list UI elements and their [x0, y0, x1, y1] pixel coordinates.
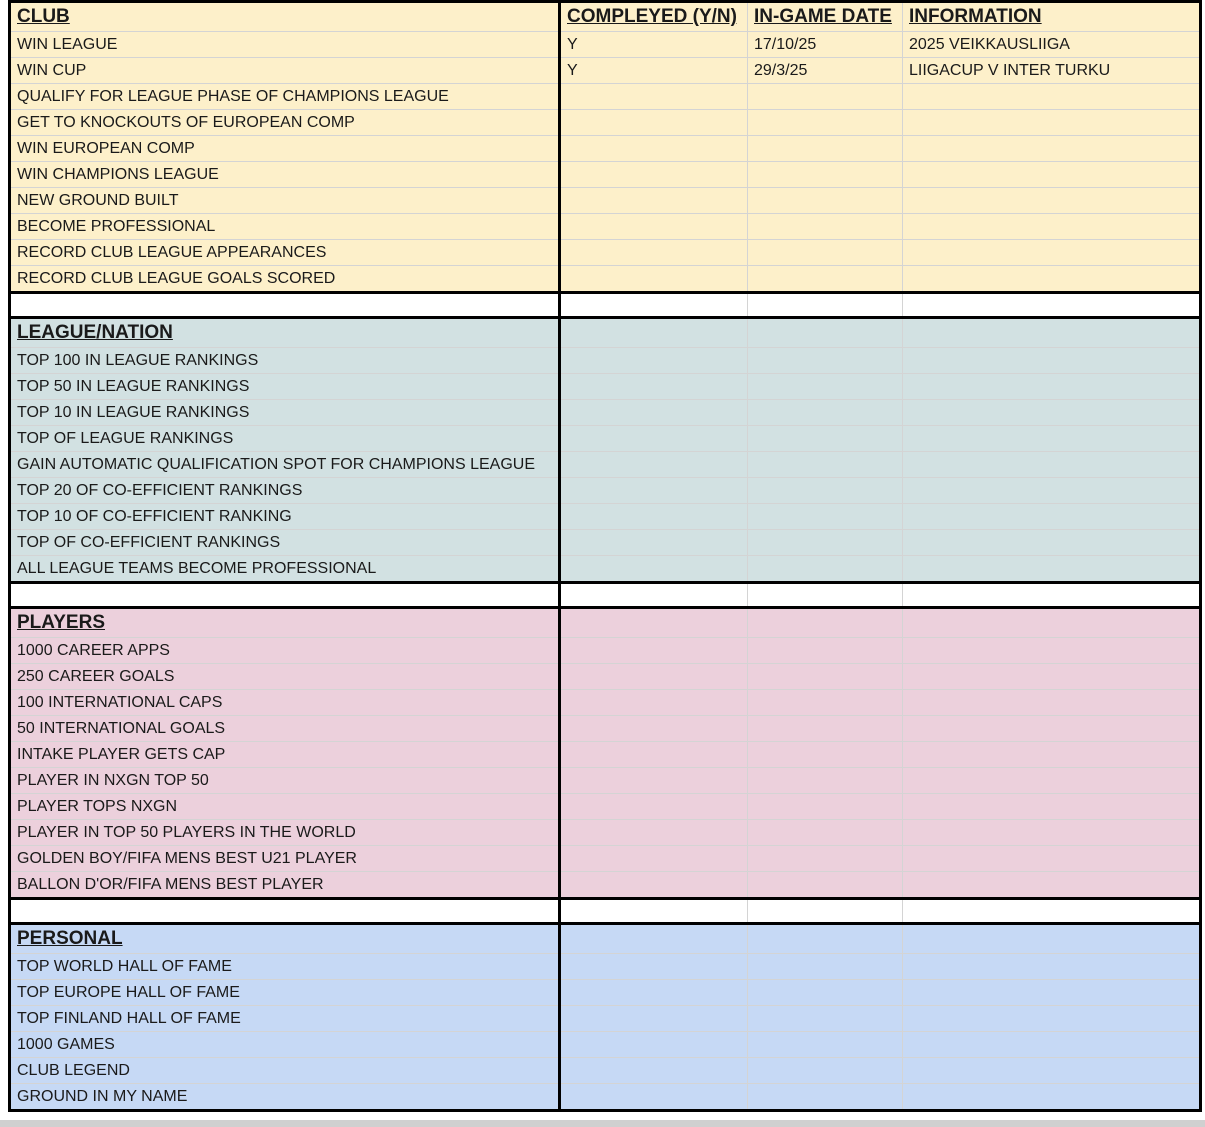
column-header-text: INFORMATION — [909, 6, 1042, 27]
empty-cell[interactable] — [748, 924, 903, 954]
goal-cell[interactable]: WIN LEAGUE — [10, 32, 560, 58]
completed-cell[interactable] — [560, 426, 748, 452]
info-cell[interactable]: LIIGACUP V INTER TURKU — [903, 58, 1201, 84]
date-cell[interactable] — [748, 426, 903, 452]
empty-cell[interactable] — [748, 899, 903, 924]
empty-cell[interactable] — [903, 293, 1201, 318]
info-cell[interactable] — [903, 136, 1201, 162]
personal-section-title[interactable] — [10, 924, 560, 954]
empty-cell[interactable] — [903, 318, 1201, 348]
info-cell[interactable] — [903, 426, 1201, 452]
goal-cell[interactable]: BALLON D'OR/FIFA MENS BEST PLAYER — [10, 872, 560, 899]
info-cell[interactable] — [903, 504, 1201, 530]
goals-spreadsheet — [8, 0, 1202, 1112]
completed-cell[interactable] — [560, 768, 748, 794]
column-header-text: COMPLEYED (Y/N) — [567, 6, 737, 27]
table-row — [10, 794, 1201, 820]
league-section-title[interactable] — [10, 318, 560, 348]
empty-cell[interactable] — [560, 293, 748, 318]
column-header-date[interactable] — [748, 2, 903, 32]
goal-cell[interactable]: WIN EUROPEAN COMP — [10, 136, 560, 162]
table-row — [10, 504, 1201, 530]
info-cell[interactable] — [903, 664, 1201, 690]
completed-cell[interactable] — [560, 716, 748, 742]
horizontal-scrollbar[interactable] — [0, 1120, 1205, 1127]
date-cell[interactable] — [748, 1084, 903, 1111]
empty-cell[interactable] — [903, 899, 1201, 924]
table-row — [10, 664, 1201, 690]
table-row — [10, 32, 1201, 58]
info-cell[interactable] — [903, 530, 1201, 556]
completed-cell[interactable] — [560, 452, 748, 478]
section-title-text: LEAGUE/NATION — [17, 322, 173, 343]
goal-cell[interactable]: QUALIFY FOR LEAGUE PHASE OF CHAMPIONS LEAGUE — [10, 84, 560, 110]
date-cell[interactable] — [748, 1058, 903, 1084]
table-row — [10, 110, 1201, 136]
goal-cell[interactable]: PLAYER IN TOP 50 PLAYERS IN THE WORLD — [10, 820, 560, 846]
goal-cell[interactable]: WIN CHAMPIONS LEAGUE — [10, 162, 560, 188]
info-cell[interactable] — [903, 1058, 1201, 1084]
goal-cell[interactable]: TOP 50 IN LEAGUE RANKINGS — [10, 374, 560, 400]
info-cell[interactable] — [903, 742, 1201, 768]
completed-cell[interactable] — [560, 872, 748, 899]
players-section-title[interactable] — [10, 608, 560, 638]
empty-cell[interactable] — [748, 608, 903, 638]
info-cell[interactable] — [903, 1032, 1201, 1058]
empty-cell[interactable] — [748, 583, 903, 608]
table-row — [10, 556, 1201, 583]
personal-section-header — [10, 924, 1201, 954]
completed-cell[interactable] — [560, 1032, 748, 1058]
empty-cell[interactable] — [903, 583, 1201, 608]
section-title-text: CLUB — [17, 6, 70, 27]
table-row — [10, 768, 1201, 794]
goal-cell[interactable]: RECORD CLUB LEAGUE APPEARANCES — [10, 240, 560, 266]
goal-cell[interactable]: NEW GROUND BUILT — [10, 188, 560, 214]
date-cell[interactable] — [748, 872, 903, 899]
table-row — [10, 136, 1201, 162]
info-cell[interactable] — [903, 400, 1201, 426]
completed-cell[interactable] — [560, 1006, 748, 1032]
goal-cell[interactable]: 1000 CAREER APPS — [10, 638, 560, 664]
completed-cell[interactable] — [560, 690, 748, 716]
goal-cell[interactable]: TOP 20 OF CO-EFFICIENT RANKINGS — [10, 478, 560, 504]
completed-cell[interactable] — [560, 136, 748, 162]
goal-cell[interactable]: CLUB LEGEND — [10, 1058, 560, 1084]
date-cell[interactable]: 29/3/25 — [748, 58, 903, 84]
completed-cell[interactable] — [560, 1084, 748, 1111]
date-cell[interactable] — [748, 240, 903, 266]
completed-cell[interactable]: Y — [560, 58, 748, 84]
completed-cell[interactable] — [560, 400, 748, 426]
goal-cell[interactable]: 1000 GAMES — [10, 1032, 560, 1058]
date-cell[interactable] — [748, 1006, 903, 1032]
info-cell[interactable] — [903, 110, 1201, 136]
date-cell[interactable] — [748, 980, 903, 1006]
table-row — [10, 638, 1201, 664]
section-title-text: PLAYERS — [17, 612, 105, 633]
info-cell[interactable] — [903, 846, 1201, 872]
empty-cell[interactable] — [560, 583, 748, 608]
table-row — [10, 872, 1201, 899]
date-cell[interactable]: 17/10/25 — [748, 32, 903, 58]
table-row — [10, 980, 1201, 1006]
completed-cell[interactable] — [560, 530, 748, 556]
column-header-text: IN-GAME DATE — [754, 6, 892, 27]
table-row — [10, 1032, 1201, 1058]
goal-cell[interactable]: 100 INTERNATIONAL CAPS — [10, 690, 560, 716]
completed-cell[interactable] — [560, 504, 748, 530]
info-cell[interactable] — [903, 556, 1201, 583]
spacer-row — [10, 899, 1201, 924]
info-cell[interactable] — [903, 872, 1201, 899]
date-cell[interactable] — [748, 638, 903, 664]
info-cell[interactable] — [903, 690, 1201, 716]
empty-cell[interactable] — [560, 318, 748, 348]
completed-cell[interactable] — [560, 374, 748, 400]
table-row — [10, 820, 1201, 846]
completed-cell[interactable] — [560, 110, 748, 136]
info-cell[interactable] — [903, 348, 1201, 374]
section-title-text: PERSONAL — [17, 928, 123, 949]
completed-cell[interactable] — [560, 188, 748, 214]
date-cell[interactable] — [748, 400, 903, 426]
table-row — [10, 84, 1201, 110]
date-cell[interactable] — [748, 214, 903, 240]
date-cell[interactable] — [748, 846, 903, 872]
date-cell[interactable] — [748, 556, 903, 583]
date-cell[interactable] — [748, 820, 903, 846]
goal-cell[interactable]: 50 INTERNATIONAL GOALS — [10, 716, 560, 742]
date-cell[interactable] — [748, 162, 903, 188]
completed-cell[interactable] — [560, 846, 748, 872]
completed-cell[interactable] — [560, 162, 748, 188]
date-cell[interactable] — [748, 374, 903, 400]
empty-cell[interactable] — [748, 318, 903, 348]
completed-cell[interactable] — [560, 664, 748, 690]
empty-cell[interactable] — [903, 924, 1201, 954]
info-cell[interactable] — [903, 452, 1201, 478]
info-cell[interactable] — [903, 716, 1201, 742]
date-cell[interactable] — [748, 266, 903, 293]
empty-cell[interactable] — [748, 293, 903, 318]
table-row — [10, 426, 1201, 452]
date-cell[interactable] — [748, 348, 903, 374]
date-cell[interactable] — [748, 504, 903, 530]
goal-cell[interactable]: GET TO KNOCKOUTS OF EUROPEAN COMP — [10, 110, 560, 136]
completed-cell[interactable] — [560, 348, 748, 374]
club-section-header — [10, 2, 1201, 32]
completed-cell[interactable] — [560, 556, 748, 583]
info-cell[interactable] — [903, 954, 1201, 980]
league-section-header — [10, 318, 1201, 348]
info-cell[interactable] — [903, 1084, 1201, 1111]
date-cell[interactable] — [748, 794, 903, 820]
completed-cell[interactable] — [560, 742, 748, 768]
table-row — [10, 266, 1201, 293]
empty-cell[interactable] — [903, 608, 1201, 638]
column-header-info[interactable] — [903, 2, 1201, 32]
column-header-completed[interactable] — [560, 2, 748, 32]
info-cell[interactable] — [903, 768, 1201, 794]
table-row — [10, 478, 1201, 504]
date-cell[interactable] — [748, 84, 903, 110]
table-row — [10, 716, 1201, 742]
goal-cell[interactable]: TOP FINLAND HALL OF FAME — [10, 1006, 560, 1032]
goal-cell[interactable]: TOP 10 IN LEAGUE RANKINGS — [10, 400, 560, 426]
info-cell[interactable] — [903, 214, 1201, 240]
completed-cell[interactable] — [560, 84, 748, 110]
info-cell[interactable] — [903, 794, 1201, 820]
players-section-header — [10, 608, 1201, 638]
empty-cell[interactable] — [560, 608, 748, 638]
info-cell[interactable] — [903, 374, 1201, 400]
goal-cell[interactable]: BECOME PROFESSIONAL — [10, 214, 560, 240]
date-cell[interactable] — [748, 188, 903, 214]
completed-cell[interactable] — [560, 240, 748, 266]
completed-cell[interactable] — [560, 478, 748, 504]
info-cell[interactable] — [903, 478, 1201, 504]
date-cell[interactable] — [748, 452, 903, 478]
goal-cell[interactable]: GOLDEN BOY/FIFA MENS BEST U21 PLAYER — [10, 846, 560, 872]
table-row — [10, 690, 1201, 716]
spacer-row — [10, 583, 1201, 608]
goal-cell[interactable]: GAIN AUTOMATIC QUALIFICATION SPOT FOR CHAMPIONS LEAGUE — [10, 452, 560, 478]
completed-cell[interactable] — [560, 1058, 748, 1084]
date-cell[interactable] — [748, 110, 903, 136]
completed-cell[interactable] — [560, 266, 748, 293]
info-cell[interactable] — [903, 820, 1201, 846]
goal-cell[interactable]: ALL LEAGUE TEAMS BECOME PROFESSIONAL — [10, 556, 560, 583]
table-row — [10, 240, 1201, 266]
info-cell[interactable] — [903, 188, 1201, 214]
info-cell[interactable] — [903, 266, 1201, 293]
goal-cell[interactable]: TOP 100 IN LEAGUE RANKINGS — [10, 348, 560, 374]
date-cell[interactable] — [748, 768, 903, 794]
table-row — [10, 214, 1201, 240]
completed-cell[interactable]: Y — [560, 32, 748, 58]
table-row — [10, 1006, 1201, 1032]
date-cell[interactable] — [748, 530, 903, 556]
info-cell[interactable] — [903, 980, 1201, 1006]
date-cell[interactable] — [748, 690, 903, 716]
goal-cell[interactable]: WIN CUP — [10, 58, 560, 84]
table-row — [10, 348, 1201, 374]
date-cell[interactable] — [748, 478, 903, 504]
empty-cell[interactable] — [560, 924, 748, 954]
completed-cell[interactable] — [560, 638, 748, 664]
completed-cell[interactable] — [560, 954, 748, 980]
date-cell[interactable] — [748, 742, 903, 768]
table-row — [10, 954, 1201, 980]
goal-cell[interactable]: PLAYER TOPS NXGN — [10, 794, 560, 820]
date-cell[interactable] — [748, 954, 903, 980]
info-cell[interactable] — [903, 162, 1201, 188]
completed-cell[interactable] — [560, 820, 748, 846]
empty-cell[interactable] — [10, 293, 560, 318]
table-row — [10, 742, 1201, 768]
goal-cell[interactable]: 250 CAREER GOALS — [10, 664, 560, 690]
table-row — [10, 162, 1201, 188]
table-row — [10, 400, 1201, 426]
table-row — [10, 1058, 1201, 1084]
table-row — [10, 58, 1201, 84]
date-cell[interactable] — [748, 716, 903, 742]
goal-cell[interactable]: TOP OF LEAGUE RANKINGS — [10, 426, 560, 452]
goal-cell[interactable]: TOP 10 OF CO-EFFICIENT RANKING — [10, 504, 560, 530]
goal-cell[interactable]: TOP WORLD HALL OF FAME — [10, 954, 560, 980]
info-cell[interactable] — [903, 240, 1201, 266]
table-row — [10, 846, 1201, 872]
completed-cell[interactable] — [560, 794, 748, 820]
goal-cell[interactable]: INTAKE PLAYER GETS CAP — [10, 742, 560, 768]
table-row — [10, 188, 1201, 214]
table-row — [10, 374, 1201, 400]
spacer-row — [10, 293, 1201, 318]
info-cell[interactable] — [903, 1006, 1201, 1032]
goal-cell[interactable]: TOP EUROPE HALL OF FAME — [10, 980, 560, 1006]
completed-cell[interactable] — [560, 214, 748, 240]
empty-cell[interactable] — [560, 899, 748, 924]
table-row — [10, 452, 1201, 478]
completed-cell[interactable] — [560, 980, 748, 1006]
club-section-title[interactable] — [10, 2, 560, 32]
table-row — [10, 530, 1201, 556]
empty-cell[interactable] — [10, 583, 560, 608]
goal-cell[interactable]: PLAYER IN NXGN TOP 50 — [10, 768, 560, 794]
table-row — [10, 1084, 1201, 1111]
empty-cell[interactable] — [10, 899, 560, 924]
goal-cell[interactable]: RECORD CLUB LEAGUE GOALS SCORED — [10, 266, 560, 293]
goal-cell[interactable]: GROUND IN MY NAME — [10, 1084, 560, 1111]
info-cell[interactable] — [903, 638, 1201, 664]
date-cell[interactable] — [748, 1032, 903, 1058]
info-cell[interactable] — [903, 84, 1201, 110]
date-cell[interactable] — [748, 664, 903, 690]
goal-cell[interactable]: TOP OF CO-EFFICIENT RANKINGS — [10, 530, 560, 556]
date-cell[interactable] — [748, 136, 903, 162]
info-cell[interactable]: 2025 VEIKKAUSLIIGA — [903, 32, 1201, 58]
